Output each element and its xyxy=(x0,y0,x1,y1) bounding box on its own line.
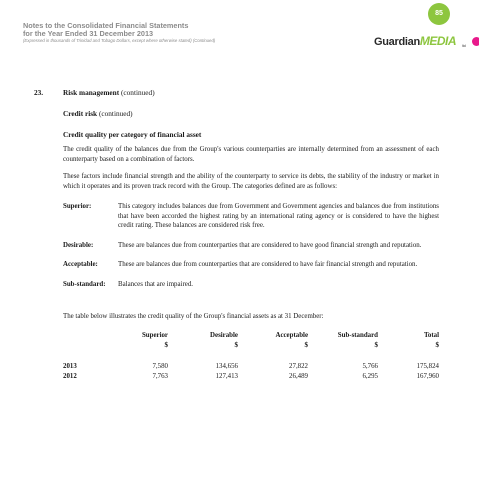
logo-text-suffix: ltd xyxy=(462,44,466,48)
table-header-row xyxy=(63,331,439,341)
subheading-credit-risk-suffix: (continued) xyxy=(98,109,133,118)
section-title-main: Risk management xyxy=(63,88,120,97)
subheading-credit-risk xyxy=(63,109,133,118)
logo-text-accent: MEDIA xyxy=(419,34,457,48)
header-title: Notes to the Consolidated Financial Statements xyxy=(23,21,189,30)
table-cell: 27,822 xyxy=(289,363,308,370)
column-unit: $ xyxy=(374,341,378,349)
column-unit: $ xyxy=(435,341,439,349)
column-header: Superior xyxy=(141,332,168,339)
definition-description: Balances that are impaired. xyxy=(118,280,193,288)
table-cell: 127,413 xyxy=(215,372,238,380)
column-header: Sub-standard xyxy=(337,332,378,339)
column-unit: $ xyxy=(234,341,238,349)
paragraph-factors: These factors include financial strength and the ability of the counterparty to service its debts, the stability of the industry or market in which it operates and its proven track record with the Group. The categories defined are as follows: xyxy=(63,173,439,190)
table-cell: 7,763 xyxy=(152,372,168,380)
definition-superior xyxy=(63,202,439,231)
logo-text-main: Guardian xyxy=(374,36,420,48)
table-cell: 175,824 xyxy=(416,363,439,370)
section-number: 23. xyxy=(34,88,44,97)
table-cell: 167,960 xyxy=(416,372,439,380)
table-cell-year: 2013 xyxy=(63,363,77,370)
page-number-badge: 85 xyxy=(428,3,450,25)
column-header xyxy=(63,331,123,341)
table-cell: 5,766 xyxy=(362,363,378,370)
definition-sub-standard xyxy=(63,280,439,290)
category-definitions xyxy=(63,202,439,299)
table-row xyxy=(63,350,439,372)
column-header: Desirable xyxy=(210,332,238,339)
subheading-credit-risk-main: Credit risk xyxy=(63,109,98,118)
column-unit xyxy=(63,341,123,351)
table-cell: 26,489 xyxy=(289,372,308,380)
section-title-suffix: (continued) xyxy=(120,88,155,97)
definition-description: These are balances due from counterparties that are considered to have good financial strength and reputation. xyxy=(118,241,422,249)
subheading-credit-quality: Credit quality per category of financial asset xyxy=(63,130,202,139)
definition-term: Desirable: xyxy=(63,241,94,249)
paragraph-credit-quality: The credit quality of the balances due from the Group's various counterparties are internally determined from an assessment of each counterparty based on a combination of factors. xyxy=(63,146,439,163)
running-header xyxy=(23,22,215,44)
table-cell: 6,295 xyxy=(362,372,378,380)
definition-description: These are balances due from counterparties that are considered to have fair financial strength and reputation. xyxy=(118,261,418,268)
paragraph-table-intro: The table below illustrates the credit quality of the Group's financial assets as at 31 December: xyxy=(63,313,324,320)
table-cell: 134,656 xyxy=(215,363,238,370)
definition-term: Superior: xyxy=(63,203,92,210)
table-cell-year: 2012 xyxy=(63,372,77,380)
definition-desirable xyxy=(63,241,439,251)
table-row xyxy=(63,372,439,382)
definition-term: Sub-standard: xyxy=(63,280,106,288)
section-title xyxy=(63,88,155,97)
definition-term: Acceptable: xyxy=(63,261,98,268)
column-unit: $ xyxy=(304,341,308,349)
table-unit-row xyxy=(63,341,439,351)
credit-quality-table xyxy=(63,331,439,381)
column-header: Acceptable xyxy=(275,332,308,339)
column-unit: $ xyxy=(164,341,168,349)
logo-dot-icon xyxy=(472,37,479,46)
definition-acceptable xyxy=(63,260,439,270)
header-period: for the Year Ended 31 December 2013 xyxy=(23,29,154,38)
definition-description: This category includes balances due from Government and Government agencies and balances due from institutions that have been accorded the highest rating by an international rating agency or is considered to have the highest credit rating. These balances are considered risk free. xyxy=(118,203,439,229)
header-note: (Expressed in thousands of Trinidad and Tobago Dollars, except where otherwise stated) (Continued) xyxy=(23,38,216,43)
table-cell: 7,580 xyxy=(152,363,168,370)
column-header: Total xyxy=(423,332,439,339)
guardian-media-logo xyxy=(374,32,466,48)
